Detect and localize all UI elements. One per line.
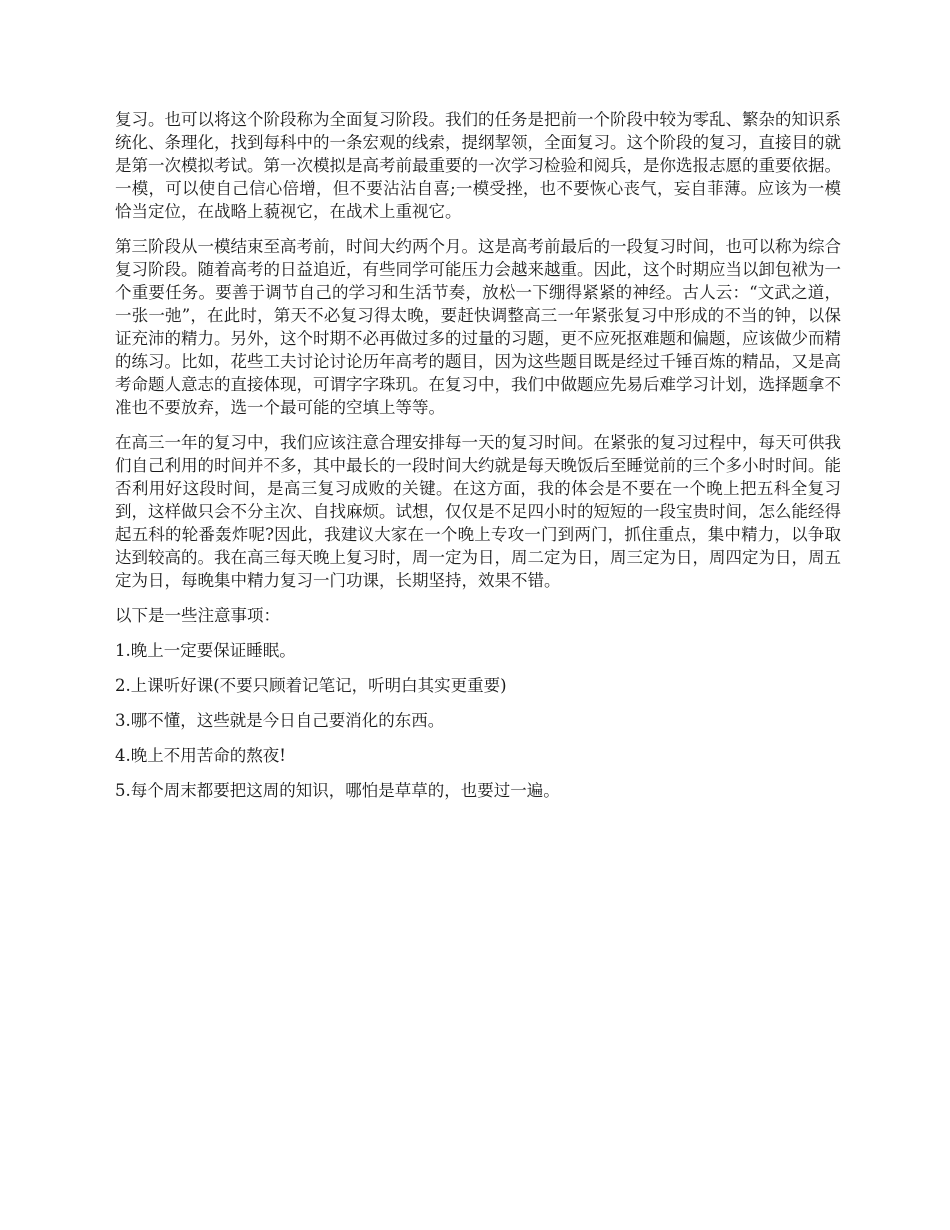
paragraph-notes-intro: 以下是一些注意事项： — [115, 606, 280, 625]
paragraph-daily-schedule: 在高三一年的复习中，我们应该注意合理安排每一天的复习时间。在紧张的复习过程中，每天可供我们自己利用的时间并不多，其中最长的一段时间大约就是每天晚饭后至睡觉前的三个多小时时间。能否利用好这段时间，是高三复习成败的关键。在这方面，我的体会是不要在一个晚上把五科全复习到，这样做只会不分主次、自找麻烦。试想，仅仅是不足四小时的短短的一段宝贵时间，怎么能经得起五科的轮番轰炸呢?因此，我建议大家在一个晚上专攻一门到两门，抓住重点，集中精力，以争取达到较高的。我在高三每天晚上复习时，周一定为日，周二定为日，周三定为日，周四定为日，周五定为日，每晚集中精力复习一门功课，长期坚持，效果不错。 — [115, 433, 841, 590]
document-page — [115, 108, 841, 814]
list-item-1: 1.晚上一定要保证睡眠。 — [115, 641, 296, 660]
paragraph-comprehensive-review: 复习。也可以将这个阶段称为全面复习阶段。我们的任务是把前一个阶段中较为零乱、繁杂的知识系统化、条理化，找到每科中的一条宏观的线索，提纲挈领，全面复习。这个阶段的复习，直接目的就是第一次模拟考试。第一次模拟是高考前最重要的一次学习检验和阅兵，是你选报志愿的重要依据。一模，可以使自己信心倍增，但不要沾沾自喜;一模受挫，也不要恢心丧气，妄自菲薄。应该为一模恰当定位，在战略上藐视它，在战术上重视它。 — [115, 110, 841, 221]
paragraph-stage-three: 第三阶段从一模结束至高考前，时间大约两个月。这是高考前最后的一段复习时间，也可以称为综合复习阶段。随着高考的日益追近，有些同学可能压力会越来越重。因此，这个时期应当以卸包袱为一个重要任务。要善于调节自己的学习和生活节奏，放松一下绷得紧紧的神经。古人云：“文武之道，一张一弛”，在此时，第天不必复习得太晚，要赶快调整高三一年紧张复习中形成的不当的钟，以保证充沛的精力。另外，这个时期不必再做过多的过量的习题，更不应死抠难题和偏题，应该做少而精的练习。比如，花些工夫讨论讨论历年高考的题目，因为这些题目既是经过千锤百炼的精品，又是高考命题人意志的直接体现，可谓字字珠玑。在复习中，我们中做题应先易后难学习计划，选择题拿不准也不要放弃，选一个最可能的空填上等等。 — [115, 237, 841, 417]
list-item-4: 4.晚上不用苦命的熬夜! — [115, 746, 286, 765]
list-item-3: 3.哪不懂，这些就是今日自己要消化的东西。 — [115, 711, 445, 730]
list-item-5: 5.每个周末都要把这周的知识，哪怕是草草的，也要过一遍。 — [115, 781, 560, 800]
list-item-2: 2.上课听好课(不要只顾着记笔记，听明白其实更重要) — [115, 676, 507, 695]
